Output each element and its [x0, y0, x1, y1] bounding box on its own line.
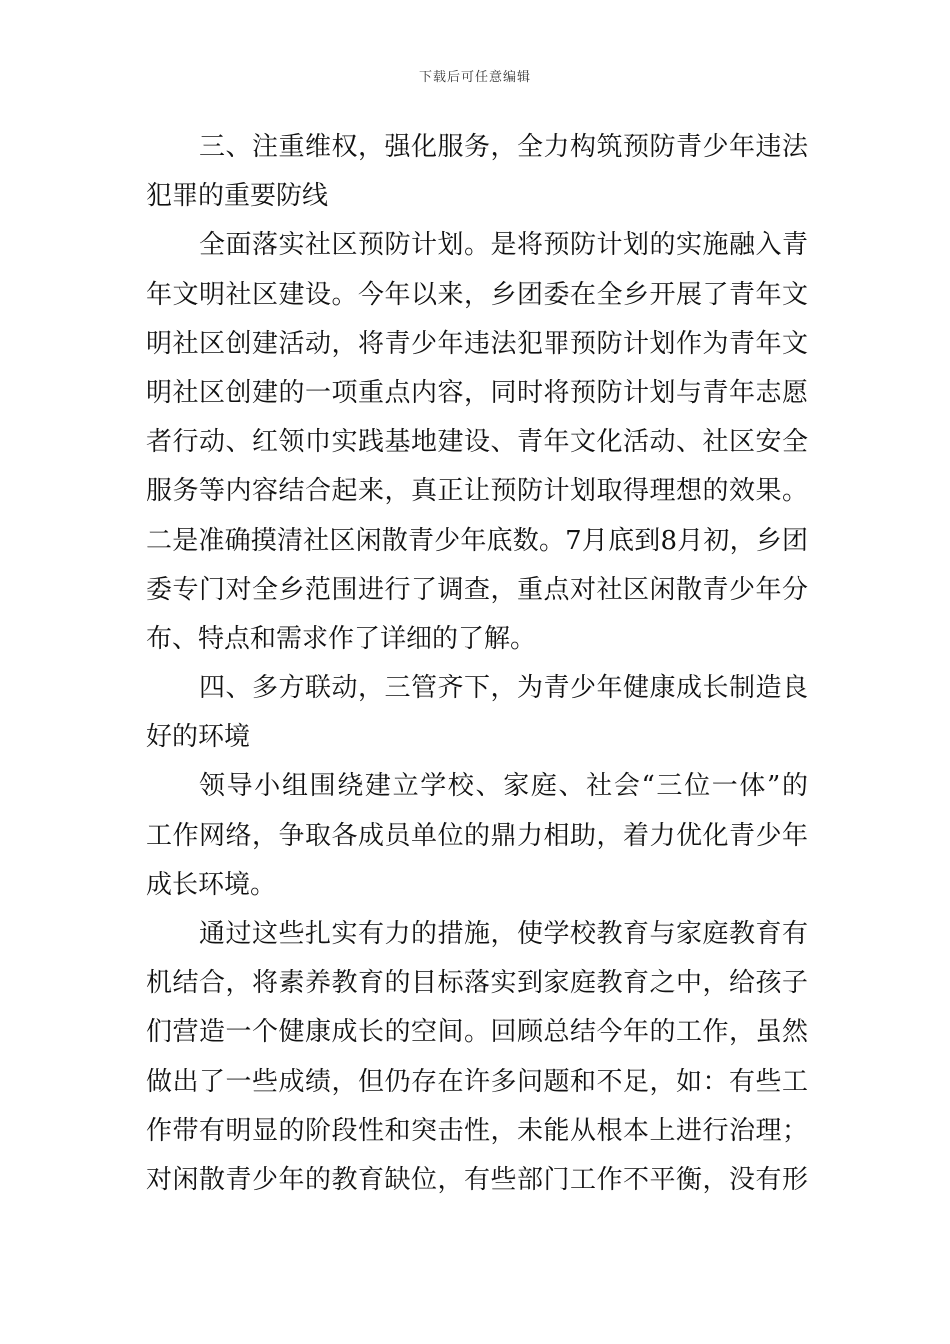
text-line: 工作网络，争取各成员单位的鼎力相助，着力优化青少年 — [146, 820, 808, 851]
text-line: 作带有明显的阶段性和突击性，未能从根本上进行治理； — [146, 1115, 808, 1146]
text-line: 好的环境 — [146, 722, 251, 753]
text-line: 明社区创建活动，将青少年违法犯罪预防计划作为青年文 — [146, 328, 808, 359]
text-line: 对闲散青少年的教育缺位，有些部门工作不平衡，没有形 — [146, 1164, 808, 1195]
text-line: 做出了一些成绩，但仍存在许多问题和不足，如：有些工 — [146, 1066, 808, 1097]
text-line: 服务等内容结合起来，真正让预防计划取得理想的效果。 — [146, 476, 808, 507]
header-note: 下载后可任意编辑 — [418, 70, 531, 85]
text-line: 三、注重维权，强化服务，全力构筑预防青少年违法 — [199, 132, 808, 162]
text-line: 年文明社区建设。今年以来，乡团委在全乡开展了青年文 — [146, 279, 808, 310]
text-line: 机结合，将素养教育的目标落实到家庭教育之中，给孩子 — [146, 968, 808, 999]
text-line: 四、多方联动，三管齐下，为青少年健康成长制造良 — [199, 673, 808, 704]
text-line: 成长环境。 — [146, 869, 277, 900]
text-line: 犯罪的重要防线 — [146, 181, 329, 212]
text-line: 明社区创建的一项重点内容，同时将预防计划与青年志愿 — [146, 377, 808, 408]
text-line: 二是准确摸清社区闲散青少年底数。7月底到8月初，乡团 — [146, 525, 808, 556]
document-body — [146, 123, 808, 1205]
text-line: 全面落实社区预防计划。是将预防计划的实施融入青 — [199, 230, 808, 261]
text-line: 布、特点和需求作了详细的了解。 — [146, 623, 537, 654]
text-line: 委专门对全乡范围进行了调查，重点对社区闲散青少年分 — [146, 574, 808, 605]
text-line: 领导小组围绕建立学校、家庭、社会“三位一体”的 — [199, 771, 808, 802]
text-line: 者行动、红领巾实践基地建设、青年文化活动、社区安全 — [146, 427, 808, 458]
text-line: 们营造一个健康成长的空间。回顾总结今年的工作，虽然 — [146, 1017, 808, 1048]
text-line: 通过这些扎实有力的措施，使学校教育与家庭教育有 — [199, 919, 808, 949]
